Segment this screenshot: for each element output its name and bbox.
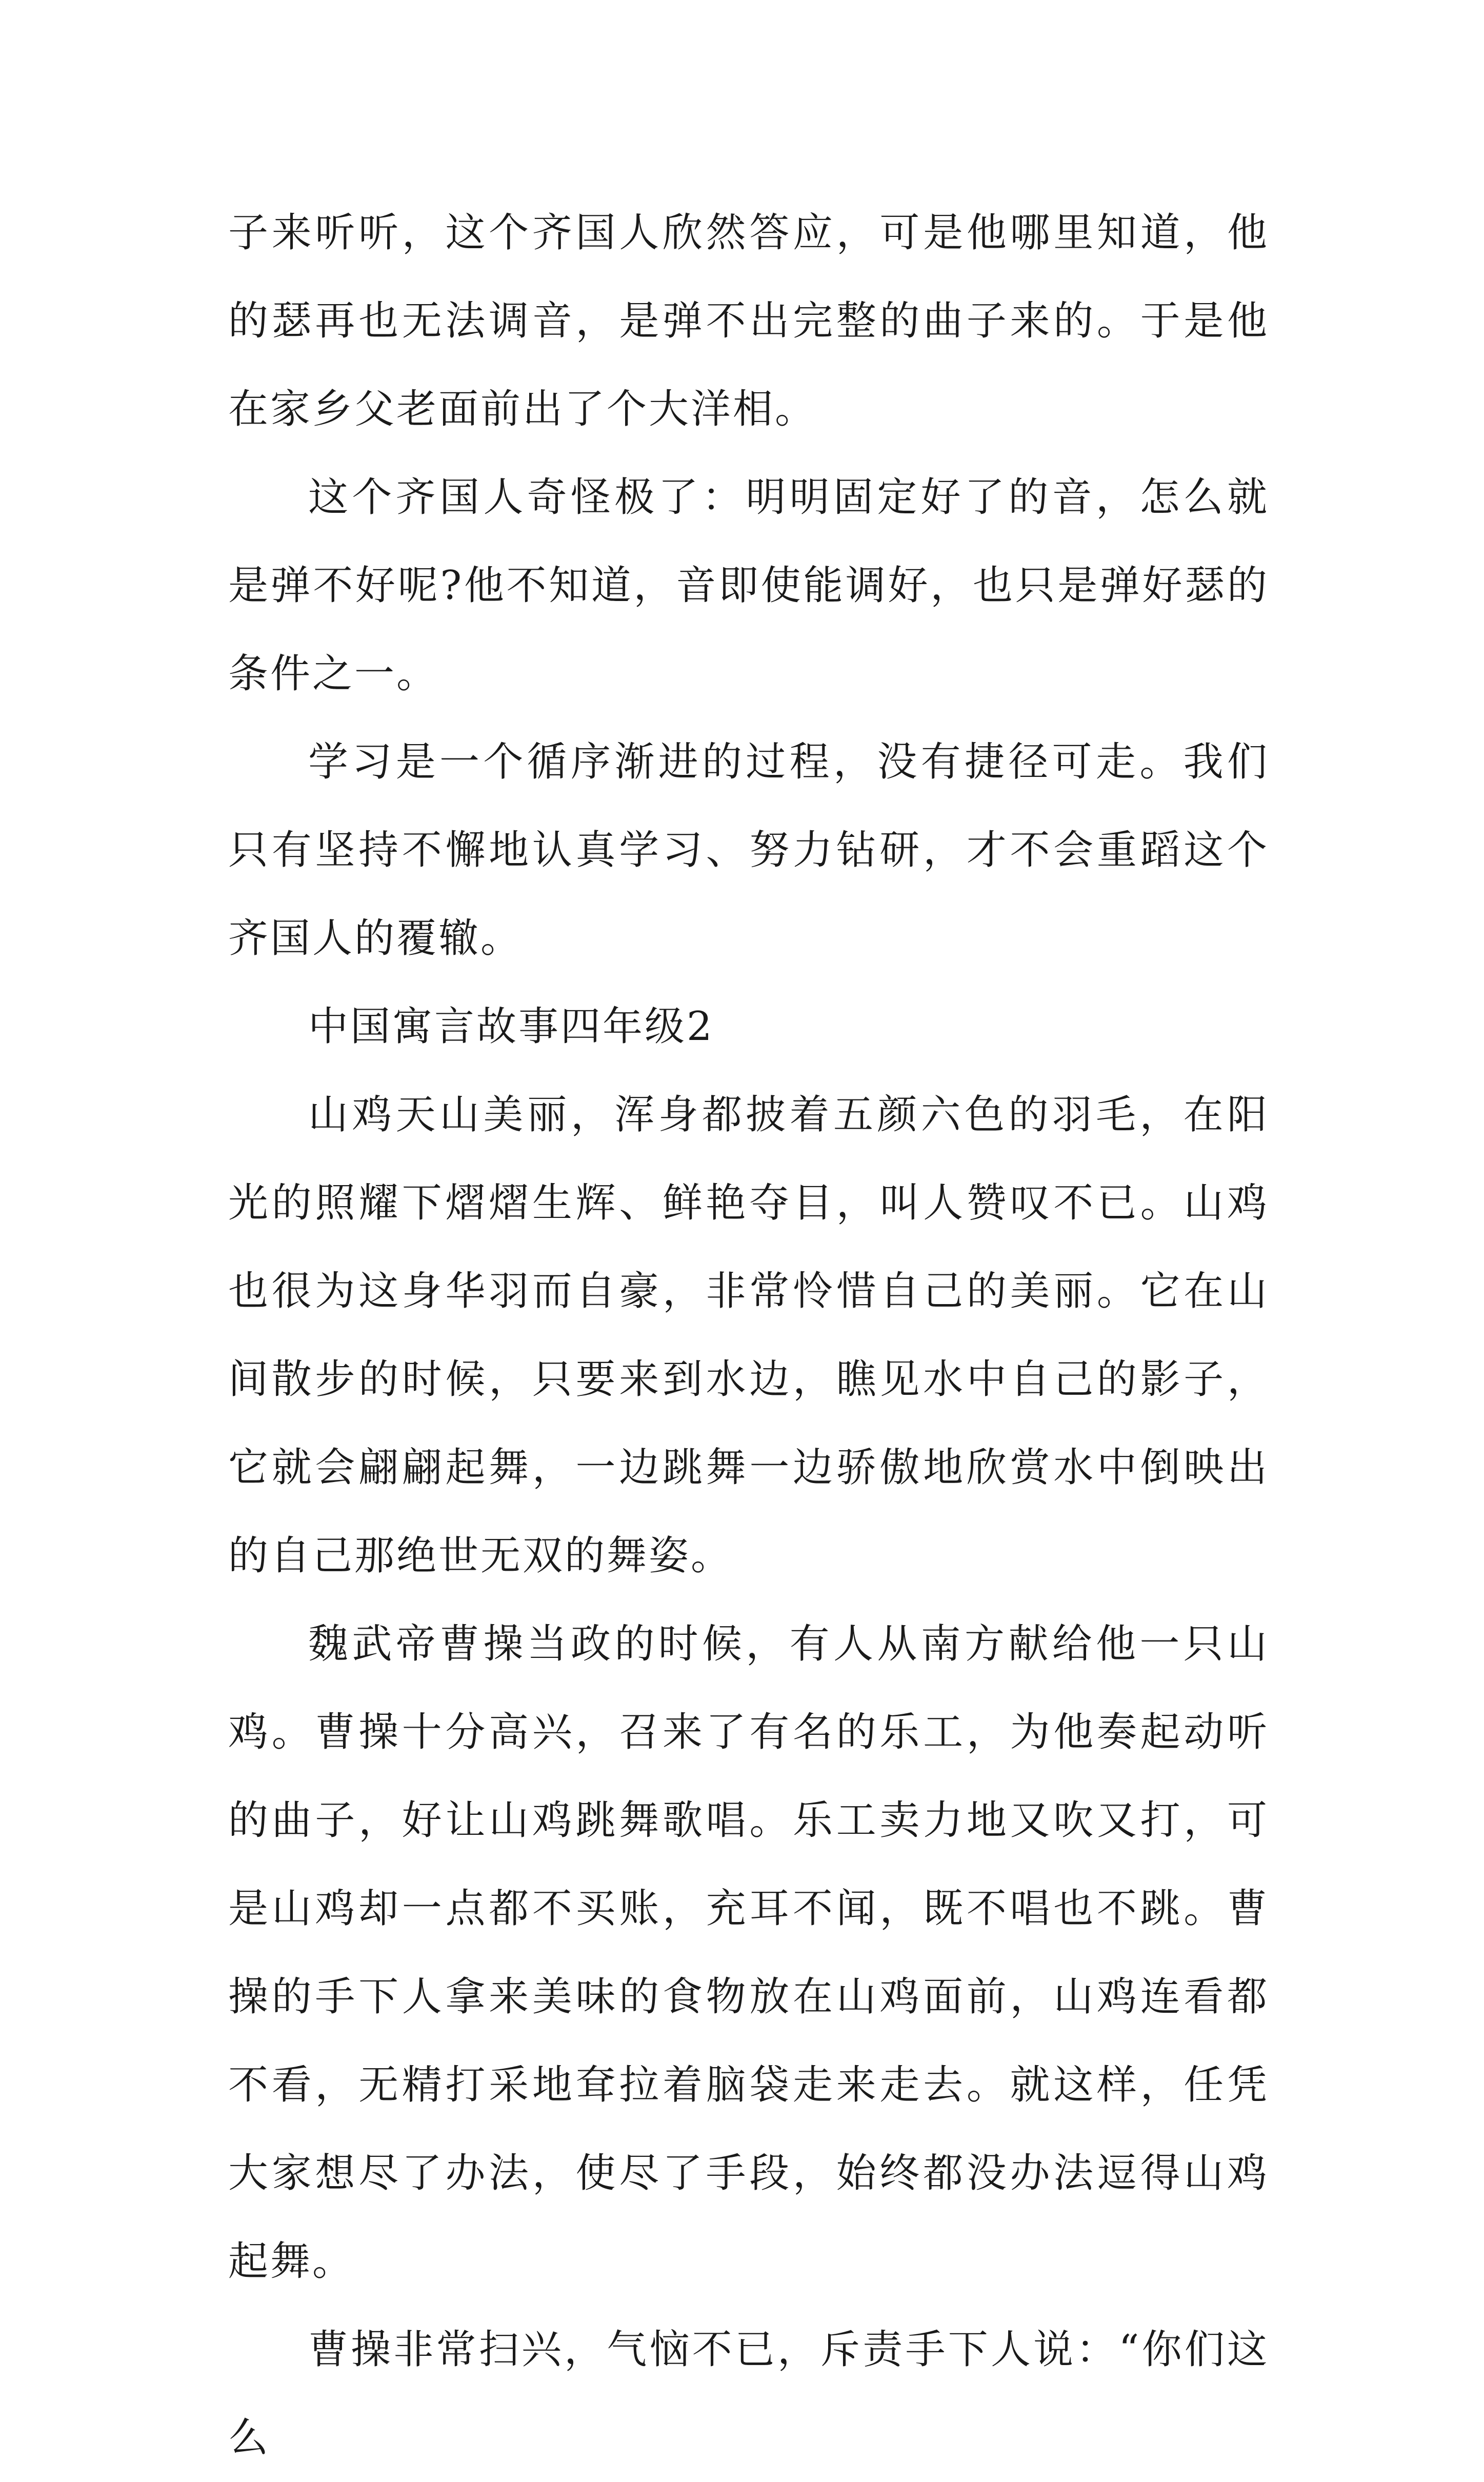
paragraph-4: 山鸡天山美丽，浑身都披着五颜六色的羽毛，在阳光的照耀下熠熠生辉、鲜艳夺目，叫人赞叹不已。山鸡也很为这身华羽而自豪，非常怜惜自己的美丽。它在山间散步的时候，只要来到水边，瞧见水中自己的影子，它就会翩翩起舞，一边跳舞一边骄傲地欣赏水中倒映出的自己那绝世无双的舞姿。 — [228, 1092, 1269, 1579]
document-body — [228, 189, 1269, 2482]
paragraph-2: 这个齐国人奇怪极了：明明固定好了的音，怎么就是弹不好呢?他不知道，音即使能调好，也只是弹好瑟的条件之一。 — [228, 474, 1269, 697]
paragraph-1: 子来听听，这个齐国人欣然答应，可是他哪里知道，他的瑟再也无法调音，是弹不出完整的曲子来的。于是他在家乡父老面前出了个大洋相。 — [228, 210, 1269, 432]
paragraph-6: 曹操非常扫兴，气恼不已，斥责手下人说：“你们这么 — [228, 2327, 1269, 2461]
paragraph-3: 学习是一个循序渐进的过程，没有捷径可走。我们只有坚持不懈地认真学习、努力钻研，才不会重蹈这个齐国人的覆辙。 — [228, 739, 1269, 962]
paragraph-5: 魏武帝曹操当政的时候，有人从南方献给他一只山鸡。曹操十分高兴，召来了有名的乐工，为他奏起动听的曲子，好让山鸡跳舞歌唱。乐工卖力地又吹又打，可是山鸡却一点都不买账，充耳不闻，既不唱也不跳。曹操的手下人拿来美味的食物放在山鸡面前，山鸡连看都不看，无精打采地耷拉着脑袋走来走去。就这样，任凭大家想尽了办法，使尽了手段，始终都没办法逗得山鸡起舞。 — [228, 1621, 1269, 2285]
section-heading: 中国寓言故事四年级2 — [308, 1004, 714, 1050]
